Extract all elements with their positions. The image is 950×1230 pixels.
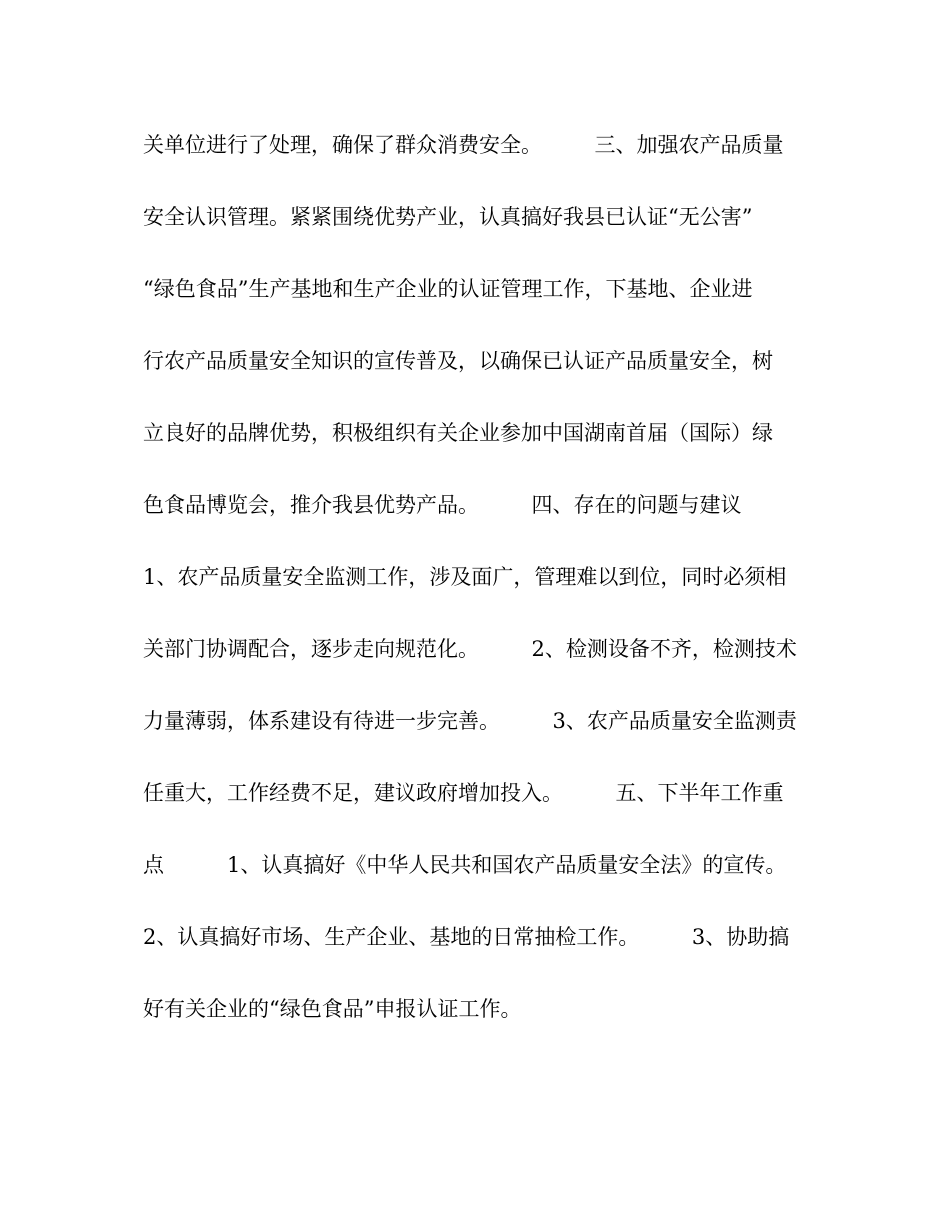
text-line-2: 安全认识管理。紧紧围绕优势产业，认真搞好我县已认证“无公害” xyxy=(143,205,753,229)
text-line-3: “绿色食品”生产基地和生产企业的认证管理工作，下基地、企业进 xyxy=(143,277,753,301)
text-line-10: 任重大，工作经费不足，建议政府增加投入。 五、下半年工作重 xyxy=(143,781,784,805)
text-line-8: 关部门协调配合，逐步走向规范化。 2、检测设备不齐，检测技术 xyxy=(143,637,797,661)
text-line-9: 力量薄弱，体系建设有待进一步完善。 3、农产品质量安全监测责 xyxy=(143,709,797,733)
text-line-1: 关单位进行了处理，确保了群众消费安全。 三、加强农产品质量 xyxy=(143,133,784,157)
text-line-6: 色食品博览会，推介我县优势产品。 四、存在的问题与建议 xyxy=(143,493,742,517)
text-line-12: 2、认真搞好市场、生产企业、基地的日常抽检工作。 3、协助搞 xyxy=(143,925,790,949)
text-line-4: 行农产品质量安全知识的宣传普及，以确保已认证产品质量安全，树 xyxy=(143,349,773,373)
text-line-13: 好有关企业的“绿色食品”申报认证工作。 xyxy=(143,997,522,1021)
text-line-5: 立良好的品牌优势，积极组织有关企业参加中国湖南首届（国际）绿 xyxy=(143,421,773,445)
text-line-11: 点 1、认真搞好《中华人民共和国农产品质量安全法》的宣传。 xyxy=(143,853,787,877)
text-line-7: 1、农产品质量安全监测工作，涉及面广，管理难以到位，同时必须相 xyxy=(143,565,787,589)
